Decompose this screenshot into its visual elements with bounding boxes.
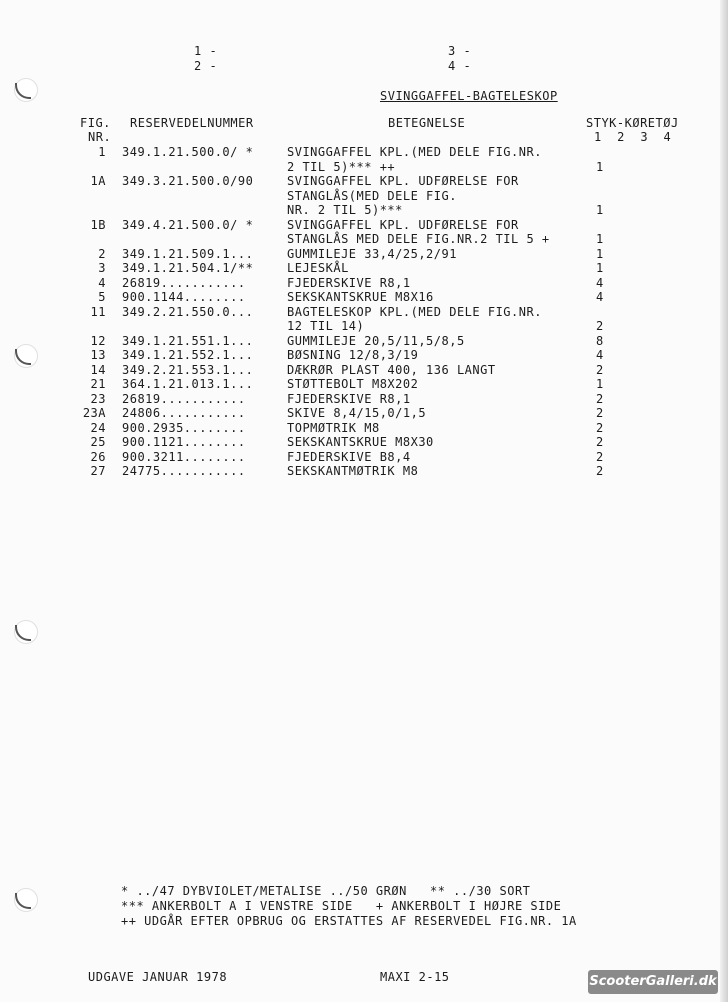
part-number: 26819........... <box>122 391 246 406</box>
table-row <box>0 392 728 406</box>
quantity: 2 <box>596 435 604 449</box>
part-number: 364.1.21.013.1... <box>122 377 254 391</box>
table-row <box>0 450 728 464</box>
part-description: LEJESKÅL <box>287 261 349 275</box>
part-description: 2 TIL 5)*** ++ <box>287 159 396 174</box>
table-row <box>0 203 728 217</box>
part-number: 900.1121........ <box>122 435 246 449</box>
quantity: 4 <box>596 275 604 290</box>
edition-date: UDGAVE JANUAR 1978 <box>88 970 228 984</box>
part-description: SEKSKANTSKRUE M8X30 <box>287 435 434 449</box>
quantity: 8 <box>596 333 604 348</box>
watermark-logo: ScooterGalleri.dk <box>588 970 718 994</box>
fig-number: 21 <box>90 377 106 391</box>
part-description: 12 TIL 14) <box>287 319 365 333</box>
part-description: SKIVE 8,4/15,0/1,5 <box>287 406 427 420</box>
footnote-3: ++ UDGÅR EFTER OPBRUG OG ERSTATTES AF RESERVEDEL FIG.NR. 1A <box>121 914 577 928</box>
quantity: 4 <box>596 290 604 304</box>
quantity: 2 <box>596 319 604 333</box>
part-number: 349.3.21.500.0/90 <box>122 174 254 188</box>
fig-number: 2 <box>98 246 106 261</box>
table-row <box>0 232 728 246</box>
table-row <box>0 290 728 304</box>
fig-number: 1 <box>98 145 106 159</box>
quantity: 2 <box>596 449 604 464</box>
part-number: 349.1.21.509.1... <box>122 246 254 261</box>
fig-number: 3 <box>98 261 106 275</box>
table-row <box>0 435 728 449</box>
fig-number: 1A <box>90 174 106 188</box>
col-header-fig: FIG. <box>80 116 111 130</box>
part-number: 24775........... <box>122 464 246 478</box>
part-description: SVINGGAFFEL KPL. UDFØRELSE FOR <box>287 174 519 188</box>
part-description: SEKSKANTMØTRIK M8 <box>287 464 419 478</box>
footnote-2: *** ANKERBOLT A I VENSTRE SIDE + ANKERBOLT I HØJRE SIDE <box>121 899 562 913</box>
fig-number: 5 <box>98 290 106 304</box>
part-description: DÆKRØR PLAST 400, 136 LANGT <box>287 362 496 377</box>
part-description: STANGLÅS MED DELE FIG.NR.2 TIL 5 + <box>287 232 550 246</box>
part-description: GUMMILEJE 20,5/11,5/8,5 <box>287 333 465 348</box>
footnote-1: * ../47 DYBVIOLET/METALISE ../50 GRØN ** ../30 SORT <box>121 884 531 898</box>
page-number: MAXI 2-15 <box>380 970 450 984</box>
part-description: FJEDERSKIVE R8,1 <box>287 275 411 290</box>
quantity: 4 <box>596 348 604 362</box>
table-row <box>0 305 728 319</box>
table-row <box>0 348 728 362</box>
page-ref-1: 1 - <box>194 44 218 58</box>
part-number: 349.4.21.500.0/ * <box>122 217 254 232</box>
fig-number: 23A <box>82 406 106 420</box>
fig-number: 26 <box>90 449 106 464</box>
table-row <box>0 174 728 188</box>
table-row <box>0 406 728 420</box>
part-number: 24806........... <box>122 406 246 420</box>
quantity: 2 <box>596 391 604 406</box>
quantity: 1 <box>596 203 604 217</box>
table-row <box>0 377 728 391</box>
col-header-nr: NR. <box>88 130 112 144</box>
fig-number: 11 <box>90 304 106 319</box>
quantity: 1 <box>596 232 604 246</box>
page-ref-3: 3 - <box>448 44 472 58</box>
part-number: 26819........... <box>122 275 246 290</box>
fig-number: 12 <box>90 333 106 348</box>
part-description: NR. 2 TIL 5)*** <box>287 203 403 217</box>
part-number: 349.1.21.504.1/** <box>122 261 254 275</box>
part-description: FJEDERSKIVE B8,4 <box>287 449 411 464</box>
part-description: GUMMILEJE 33,4/25,2/91 <box>287 246 457 261</box>
quantity: 2 <box>596 406 604 420</box>
binder-hole <box>14 620 38 644</box>
page-ref-2: 2 - <box>194 59 218 73</box>
part-description: STØTTEBOLT M8X202 <box>287 377 419 391</box>
part-number: 349.2.21.553.1... <box>122 362 254 377</box>
fig-number: 24 <box>90 420 106 435</box>
table-row <box>0 421 728 435</box>
quantity: 1 <box>596 377 604 391</box>
table-row <box>0 363 728 377</box>
fig-number: 14 <box>90 362 106 377</box>
part-description: FJEDERSKIVE R8,1 <box>287 391 411 406</box>
table-row <box>0 261 728 275</box>
table-row <box>0 334 728 348</box>
part-description: SEKSKANTSKRUE M8X16 <box>287 290 434 304</box>
fig-number: 27 <box>90 464 106 478</box>
table-row <box>0 464 728 478</box>
quantity: 2 <box>596 464 604 478</box>
fig-number: 1B <box>90 217 106 232</box>
page-ref-4: 4 - <box>448 59 472 73</box>
part-number: 900.3211........ <box>122 449 246 464</box>
part-number: 349.1.21.552.1... <box>122 348 254 362</box>
part-number: 349.2.21.550.0... <box>122 304 254 319</box>
quantity: 2 <box>596 420 604 435</box>
table-row <box>0 218 728 232</box>
quantity: 2 <box>596 362 604 377</box>
table-row <box>0 276 728 290</box>
part-description: BØSNING 12/8,3/19 <box>287 348 419 362</box>
table-row <box>0 145 728 159</box>
part-description: TOPMØTRIK M8 <box>287 420 380 435</box>
part-description: BAGTELESKOP KPL.(MED DELE FIG.NR. <box>287 304 542 319</box>
table-row <box>0 189 728 203</box>
fig-number: 4 <box>98 275 106 290</box>
quantity: 1 <box>596 261 604 275</box>
part-description: SVINGGAFFEL KPL.(MED DELE FIG.NR. <box>287 145 542 159</box>
col-header-partno: RESERVEDELNUMMER <box>130 116 254 130</box>
part-description: SVINGGAFFEL KPL. UDFØRELSE FOR <box>287 217 519 232</box>
table-row <box>0 247 728 261</box>
part-description: STANGLÅS(MED DELE FIG. <box>287 188 457 203</box>
part-number: 349.1.21.551.1... <box>122 333 254 348</box>
part-number: 900.2935........ <box>122 420 246 435</box>
part-number: 349.1.21.500.0/ * <box>122 145 254 159</box>
col-header-desc: BETEGNELSE <box>388 116 466 130</box>
col-header-qty: STYK-KØRETØJ <box>586 116 679 130</box>
binder-hole <box>14 888 38 912</box>
table-row <box>0 319 728 333</box>
quantity: 1 <box>596 246 604 261</box>
fig-number: 13 <box>90 348 106 362</box>
fig-number: 23 <box>90 391 106 406</box>
fig-number: 25 <box>90 435 106 449</box>
page-title: SVINGGAFFEL-BAGTELESKOP <box>380 89 558 103</box>
quantity: 1 <box>596 159 604 174</box>
col-header-qty-vehicles: 1 2 3 4 <box>594 130 672 144</box>
table-row <box>0 160 728 174</box>
binder-hole <box>14 78 38 102</box>
part-number: 900.1144........ <box>122 290 246 304</box>
